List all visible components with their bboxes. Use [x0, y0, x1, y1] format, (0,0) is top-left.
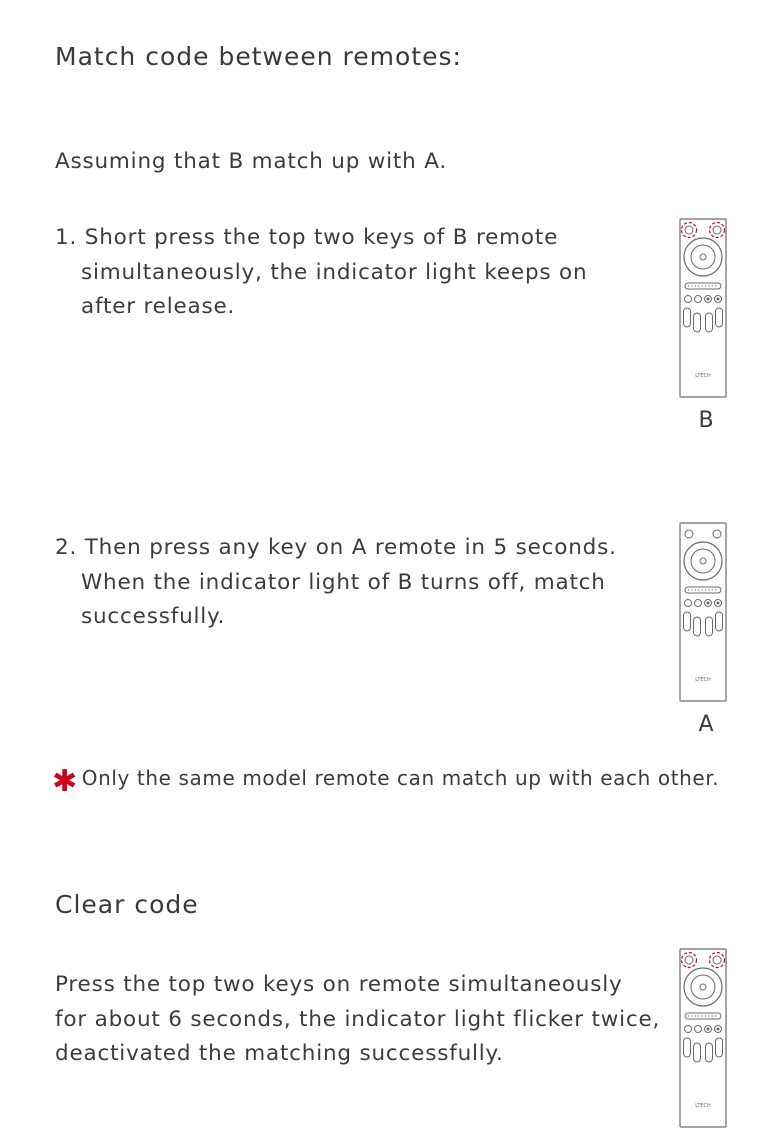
remote-b-drawing	[679, 218, 727, 398]
match-code-title: Match code between remotes:	[55, 42, 462, 71]
match-code-intro	[55, 145, 447, 180]
remote-clear-drawing	[679, 948, 727, 1128]
step-2-line-2: When the indicator light of B turns off, match	[81, 569, 606, 595]
note-text: Only the same model remote can match up with each other.	[81, 766, 720, 790]
intro-text: Assuming that B match up with A.	[55, 149, 447, 174]
step-2-text	[55, 531, 617, 635]
remote-clear-brand: LTECH	[695, 1103, 711, 1109]
compatibility-note	[52, 764, 719, 799]
remote-a-label: A	[698, 712, 714, 737]
remote-b-label: B	[698, 408, 714, 433]
remote-b-illustration	[679, 218, 727, 398]
remote-b-brand: LTECH	[695, 373, 711, 379]
clear-code-title: Clear code	[55, 890, 199, 919]
remote-a-brand: LTECH	[695, 677, 711, 683]
clear-line-3: deactivated the matching successfully.	[55, 1041, 504, 1066]
step-1-line-3: after release.	[81, 294, 236, 319]
clear-line-1: Press the top two keys on remote simultaneously	[55, 972, 623, 997]
remote-clear-illustration	[679, 948, 727, 1128]
step-1-text	[55, 221, 587, 325]
step-1-line-2: simultaneously, the indicator light keeps on	[81, 259, 588, 285]
clear-line-2: for about 6 seconds, the indicator light flicker twice,	[55, 1006, 661, 1032]
clear-code-text	[55, 968, 660, 1072]
step-2-line-1: 2. Then press any key on A remote in 5 seconds.	[55, 535, 617, 560]
remote-a-drawing	[679, 522, 727, 702]
remote-a-illustration	[679, 522, 727, 702]
step-2-line-3: successfully.	[81, 604, 226, 629]
step-1-line-1: 1. Short press the top two keys of B remote	[55, 225, 559, 250]
asterisk-icon: ✱	[52, 764, 78, 799]
